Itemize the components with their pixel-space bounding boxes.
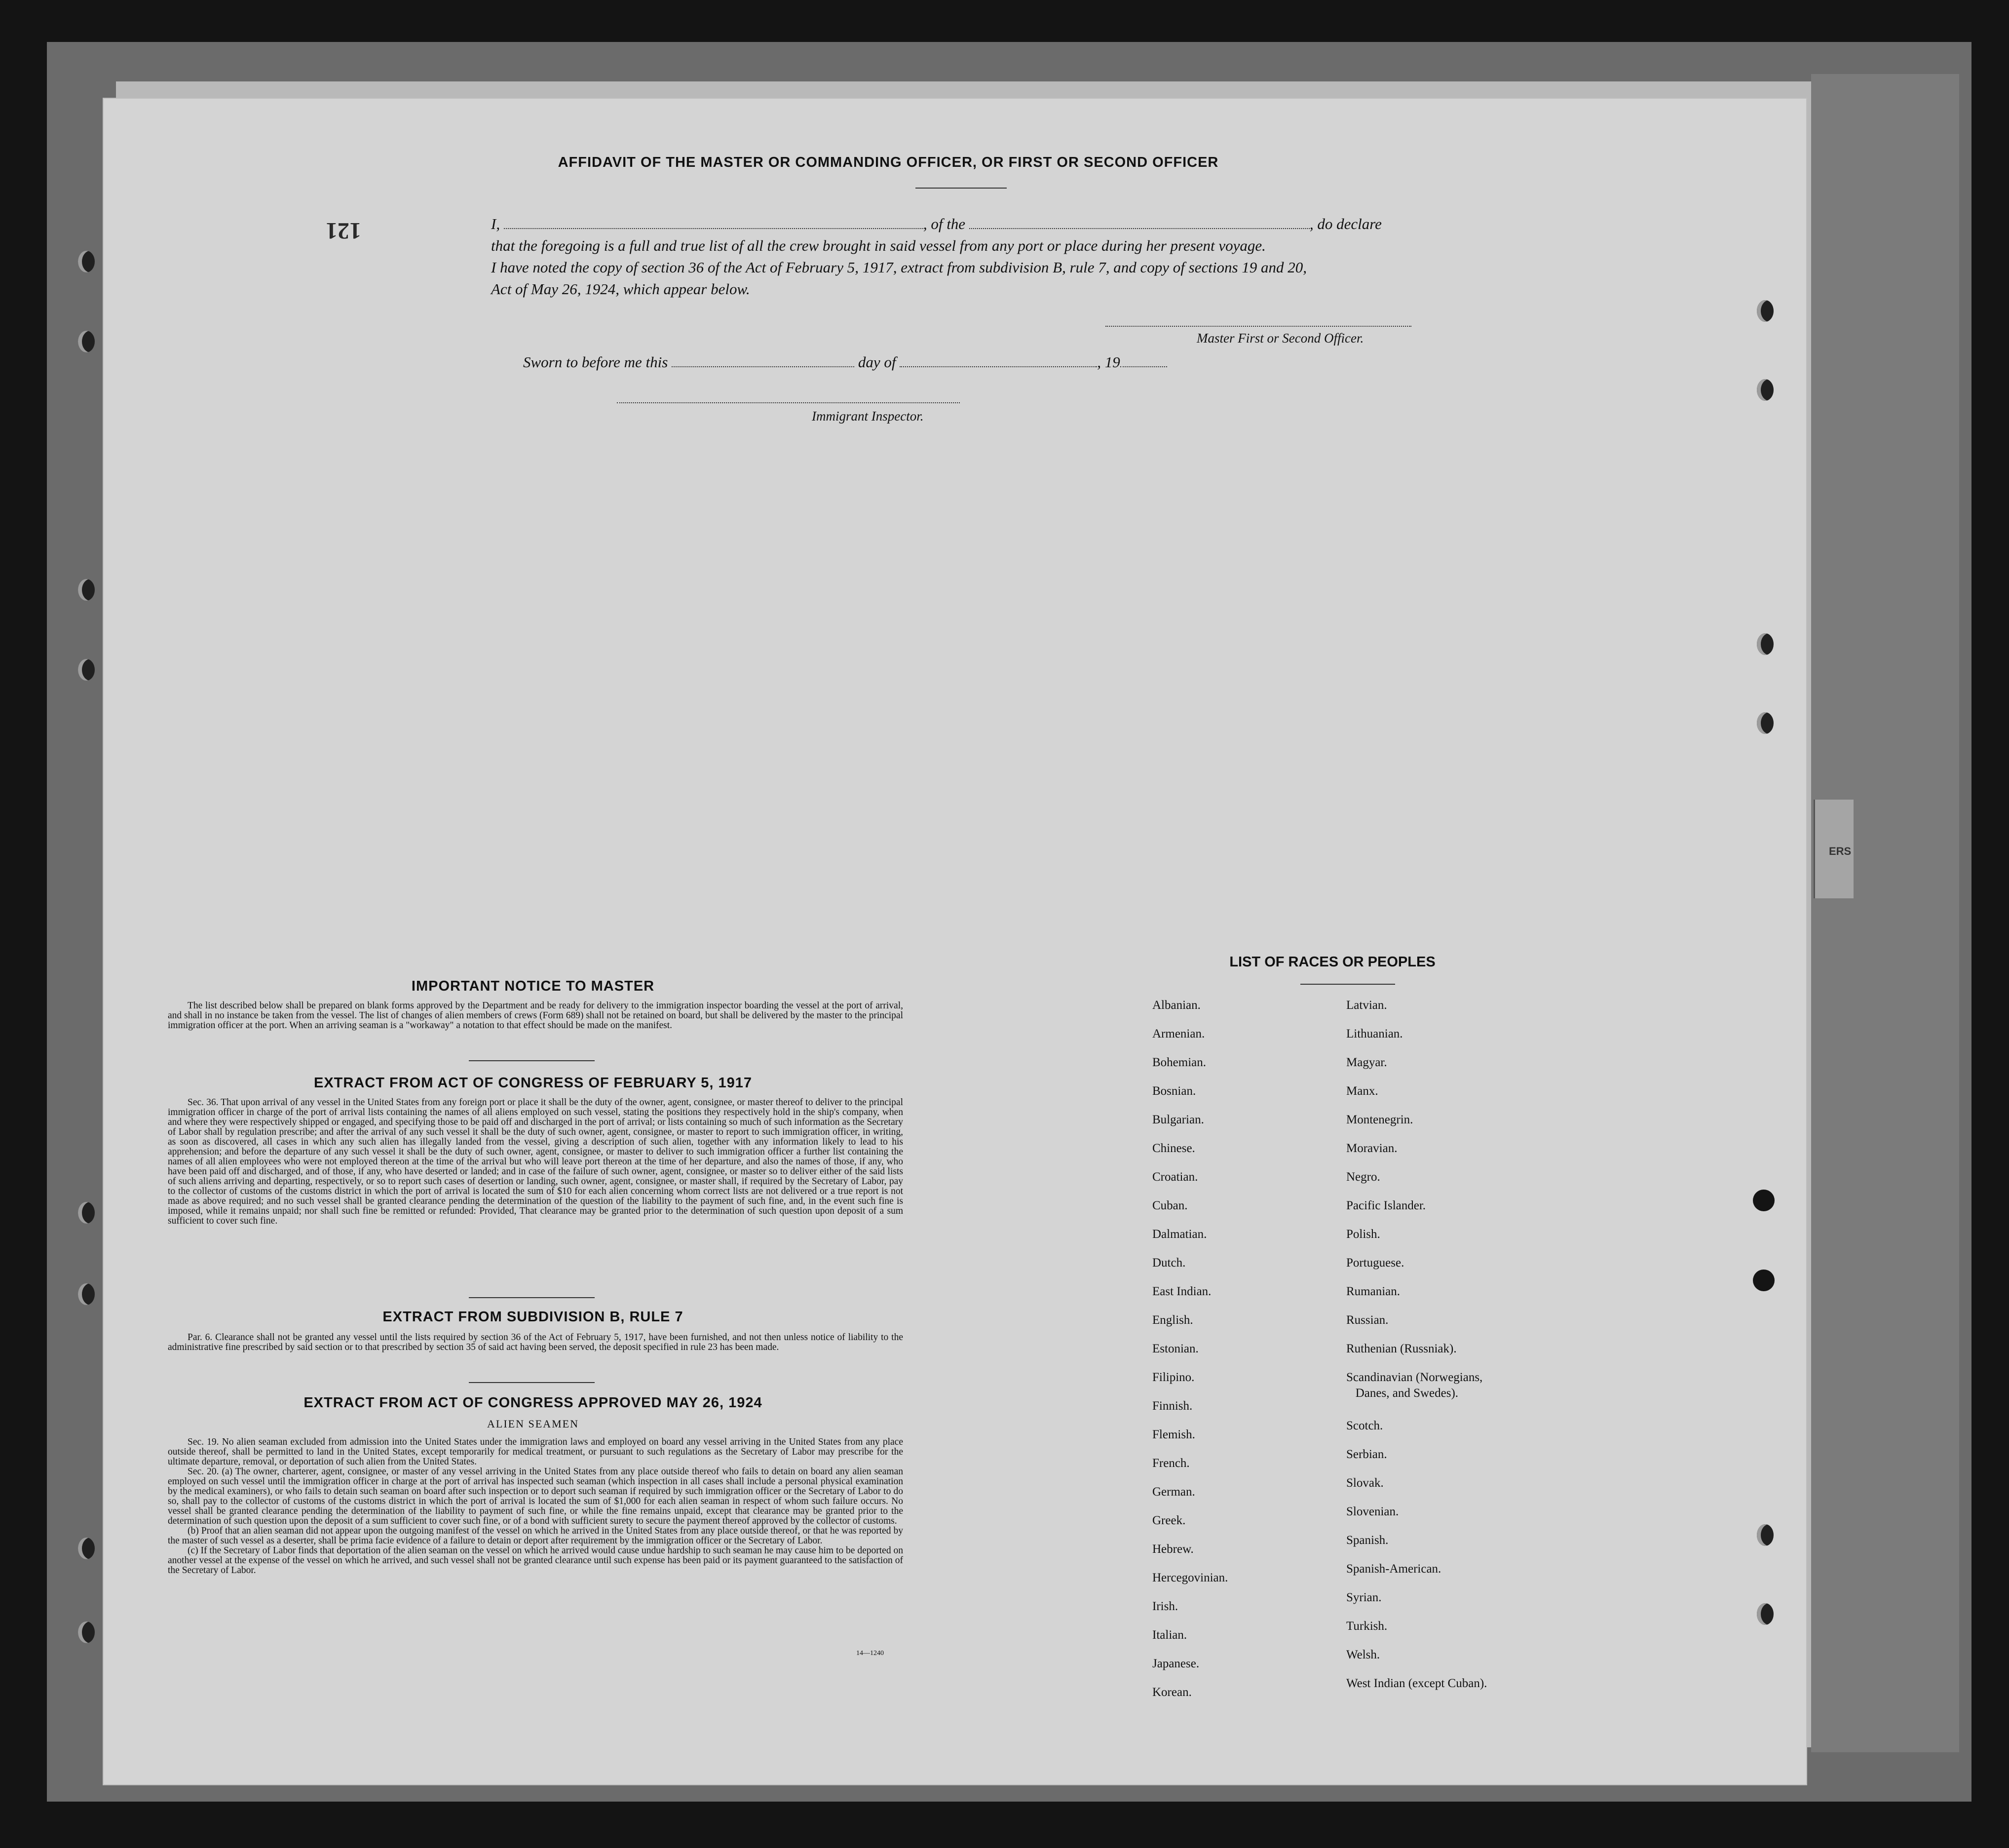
race-item [1346,1370,1487,1418]
race-item-line: Scandinavian (Norwegians, [1346,1371,1483,1384]
section-20b-paragraph: (b) Proof that an alien seaman did not appear upon the outgoing manifest of the vessel on which he arrived in the United States from any place outside thereof, or that he was reported by the master of such vessel as a deserter, shall be prima facie evidence of a failure to detain or deport after requirement by the immigration officer or the Secretary of Labor. [168,1526,903,1546]
extract-1917-title: EXTRACT FROM ACT OF CONGRESS OF FEBRUARY 5, 1917 [313,1075,753,1091]
race-item: Manx. [1346,1084,1378,1098]
sworn-month-field[interactable] [900,354,1097,367]
do-declare-label: , do declare [1309,215,1382,232]
race-item: German. [1152,1485,1195,1499]
race-item: Dutch. [1152,1256,1186,1270]
race-item: Estonian. [1152,1342,1199,1355]
extract-1924-text [168,1437,903,1576]
race-item: Filipino. [1152,1371,1195,1384]
punch-hole-icon [1757,300,1774,322]
extract-1924-title: EXTRACT FROM ACT OF CONGRESS APPROVED MAY 26, 1924 [303,1395,762,1411]
races-rule [1300,984,1395,985]
race-item: Chinese. [1152,1142,1195,1155]
punch-hole-icon [1757,1603,1774,1625]
punch-hole-icon [1753,1270,1775,1291]
race-item: Greek. [1152,1514,1186,1527]
race-item: Moravian. [1346,1142,1398,1155]
race-item: Montenegrin. [1346,1113,1413,1126]
notice-text [168,1001,903,1031]
race-item: Italian. [1152,1628,1187,1642]
race-item: Negro. [1346,1170,1380,1184]
race-item-line: Danes, and Swedes). [1355,1386,1459,1400]
section-36-paragraph: Sec. 36. That upon arrival of any vessel in the United States from any foreign port or place it shall be the duty of the owner, agent, consignee, or master thereof to deliver to the principal immigration officer in charge of the port of arrival lists containing the names of all aliens employed on such vessel, stating the positions they respectively hold in the ship's company, when and where they were respectively shipped or engaged, and specifying those to be paid off and discharged in the port of arrival; or lists containing so much of such information as the Secretary of Labor shall by regulation prescribe; and after the arrival of any such vessel it shall be the duty of such owner, agent, consignee, or master to report to such immigration officer, in writing, as soon as discovered, all cases in which any such alien has illegally landed from the vessel, giving a description of such alien, together with any information likely to lead to his apprehension; and before the departure of any such vessel it shall be the duty of such owner, agent, consignee, or master to deliver to such immigration officer a further list containing the names of all alien employees who were not employed thereon at the time of the arrival but who will leave port thereon at the time of her departure, and also the names of those, if any, who have been paid off and discharged, and of those, if any, who have deserted or landed; and in case of the failure of such owner, agent, consignee, or master so to deliver either of the said lists of such aliens arriving and departing, respectively, or so to report such cases of desertion or landing, such owner, agent, consignee, or master shall, if required by the Secretary of Labor, pay to the collector of customs of the customs district in which the port of arrival is located the sum of $10 for each alien concerning whom correct lists are not delivered or a true report is not made as above required; and no such vessel shall be granted clearance pending the determination of the question of the liability to the payment of such fine, and, in the event such fine is imposed, while it remains unpaid; nor shall such fine be remitted or refunded: Provided, That clearance may be granted prior to the determination of such question upon deposit of a sum sufficient to cover such fine. [168,1097,903,1226]
race-item: Rumanian. [1346,1285,1401,1298]
punch-hole-icon [1757,1524,1774,1546]
race-item: Ruthenian (Russniak). [1346,1342,1457,1355]
sworn-line [523,351,1214,373]
extract-rule7-text [168,1333,903,1352]
sworn-day-field[interactable] [672,354,854,367]
race-item: Bulgarian. [1152,1113,1204,1126]
race-item: Albanian. [1152,999,1201,1012]
race-item: West Indian (except Cuban). [1346,1677,1487,1690]
race-item: Croatian. [1152,1170,1198,1184]
extract-rule7-title: EXTRACT FROM SUBDIVISION B, RULE 7 [382,1309,683,1325]
race-item: Syrian. [1346,1591,1382,1604]
punch-hole-icon [1757,379,1774,401]
race-item: Dalmatian. [1152,1228,1207,1241]
underlying-page-edge [1811,74,1959,1752]
punch-hole-icon [78,1538,95,1559]
race-item: Flemish. [1152,1428,1195,1441]
race-item: English. [1152,1313,1193,1327]
inspector-signature-line[interactable] [617,402,960,403]
race-item: Slovenian. [1346,1505,1399,1518]
race-item: Pacific Islander. [1346,1199,1426,1212]
race-item: Scotch. [1346,1419,1383,1432]
race-item: East Indian. [1152,1285,1212,1298]
race-item: Polish. [1346,1228,1380,1241]
race-item: Welsh. [1346,1648,1380,1661]
side-tab-text: ERS [1829,845,1852,857]
inspector-signature-label: Immigrant Inspector. [812,409,924,424]
race-item: Bohemian. [1152,1056,1207,1069]
vessel-name-field[interactable] [969,216,1310,229]
punch-hole-icon [1753,1190,1775,1211]
punch-hole-icon [78,1621,95,1643]
race-item: Spanish-American. [1346,1562,1441,1576]
race-item: Slovak. [1346,1476,1384,1490]
section-rule [469,1297,595,1298]
paragraph-6: Par. 6. Clearance shall not be granted any vessel until the lists required by section 36 of the Act of February 5, 1917, have been furnished, and not then unless notice of liability to the administrative fine prescribed by said section or to that prescribed by section 35 of said act having been served, the deposit specified in rule 23 has been made. [168,1332,903,1352]
sworn-label: Sworn to before me this [523,353,668,371]
section-19-paragraph: Sec. 19. No alien seaman excluded from admission into the United States under the immigration laws and employed on board any vessel arriving in the United States from any place outside thereof, shall be permitted to land in the United States, except temporarily for medical treatment, or pursuant to such regulations as the Secretary of Labor may prescribe for the ultimate departure, removal, or deportation of such alien from the United States. [168,1437,903,1467]
day-of-label: day of [858,353,896,371]
punch-hole-icon [78,579,95,601]
master-signature-label: Master First or Second Officer. [1197,331,1364,346]
section-rule [469,1060,595,1061]
master-signature-line[interactable] [1105,326,1411,327]
race-item: Magyar. [1346,1056,1387,1069]
affidavit-line-4: Act of May 26, 1924, which appear below. [491,280,750,298]
race-item: Armenian. [1152,1027,1205,1040]
alien-seamen-heading: ALIEN SEAMEN [487,1418,579,1430]
punch-hole-icon [1757,712,1774,734]
master-name-field[interactable] [504,216,923,229]
form-number: 14—1240 [856,1650,884,1657]
affidavit-declaration-line [491,213,1431,235]
extract-1917-text [168,1098,903,1226]
race-item: Latvian. [1346,999,1387,1012]
sworn-year-field[interactable] [1120,354,1167,367]
race-item: Turkish. [1346,1619,1388,1633]
race-item: Russian. [1346,1313,1389,1327]
affidavit-title: AFFIDAVIT OF THE MASTER OR COMMANDING OFFICER, OR FIRST OR SECOND OFFICER [558,154,1219,170]
title-rule [915,188,1007,189]
section-20a-paragraph: Sec. 20. (a) The owner, charterer, agent, consignee, or master of any vessel arriving in the United States from any place outside thereof who fails to detain on board any alien seaman employed on such vessel until the immigration officer in charge at the port of arrival has inspected such seaman (which inspection in all cases shall include a personal physical examination by the medical examiners), or who fails to detain such seaman on board after such inspection or to deport such seaman if required by such immigration officer or the Secretary of Labor to do so, shall pay to the collector of customs of the customs district in which the port of arrival is located the sum of $1,000 for each alien seaman in respect of whom such failure occurs. No vessel shall be granted clearance pending the determination of the liability to payment of such fine, or while the fine remains unpaid, except that clearance may be granted prior to the determination of such question upon the deposit of a sum sufficient to cover such fine, or of a bond with sufficient surety to secure the payment thereof approved by the collector of customs. [168,1466,903,1526]
race-item: Hebrew. [1152,1542,1194,1556]
punch-hole-icon [78,251,95,272]
punch-hole-icon [78,1283,95,1305]
side-tab [1814,800,1854,898]
affidavit-line-3: I have noted the copy of section 36 of the Act of February 5, 1917, extract from subdivision B, rule 7, and copy of sections 19 and 20, [491,259,1307,276]
race-item: Cuban. [1152,1199,1188,1212]
punch-hole-icon [78,1202,95,1224]
punch-hole-icon [1757,633,1774,655]
race-item: Japanese. [1152,1657,1200,1670]
race-item: French. [1152,1457,1190,1470]
races-column-2 [1346,998,1487,1704]
race-item: Lithuanian. [1346,1027,1403,1040]
handwritten-page-number: 121 [326,218,361,244]
punch-hole-icon [78,659,95,681]
race-item: Korean. [1152,1686,1192,1699]
section-rule [469,1382,595,1383]
race-item: Hercegovinian. [1152,1571,1228,1584]
races-title: LIST OF RACES OR PEOPLES [1229,954,1436,970]
race-item: Spanish. [1346,1534,1389,1547]
race-item: Bosnian. [1152,1084,1196,1098]
races-column-1 [1152,998,1228,1713]
section-20c-paragraph: (c) If the Secretary of Labor finds that deportation of the alien seaman on the vessel on which he arrived would cause undue hardship to such seaman he may cause him to be deported on another vessel at the expense of the vessel on which he arrived, and such vessel shall not be granted clearance until such expense has been paid or its payment guaranteed to the satisfaction of the Secretary of Labor. [168,1545,903,1576]
notice-title: IMPORTANT NOTICE TO MASTER [411,978,655,994]
of-the-label: , of the [923,215,966,232]
race-item: Irish. [1152,1600,1178,1613]
notice-paragraph: The list described below shall be prepared on blank forms approved by the Department and be ready for delivery to the immigration inspector boarding the vessel at the port of arrival, and shall in no instance be taken from the vessel. The list of changes of alien members of crews (Form 689) shall not be retained on board, but shall be delivered by the master to the principal immigration officer at the port. When an arriving seaman is a "workaway" a notation to that effect should be made on the manifest. [168,1001,903,1031]
i-label: I, [491,215,500,232]
year-label: , 19 [1097,353,1120,371]
affidavit-line-2: that the foregoing is a full and true list of all the crew brought in said vessel from any port or place during her present voyage. [491,237,1266,254]
race-item: Portuguese. [1346,1256,1404,1270]
punch-hole-icon [78,331,95,352]
race-item: Serbian. [1346,1448,1387,1461]
race-item: Finnish. [1152,1399,1193,1413]
